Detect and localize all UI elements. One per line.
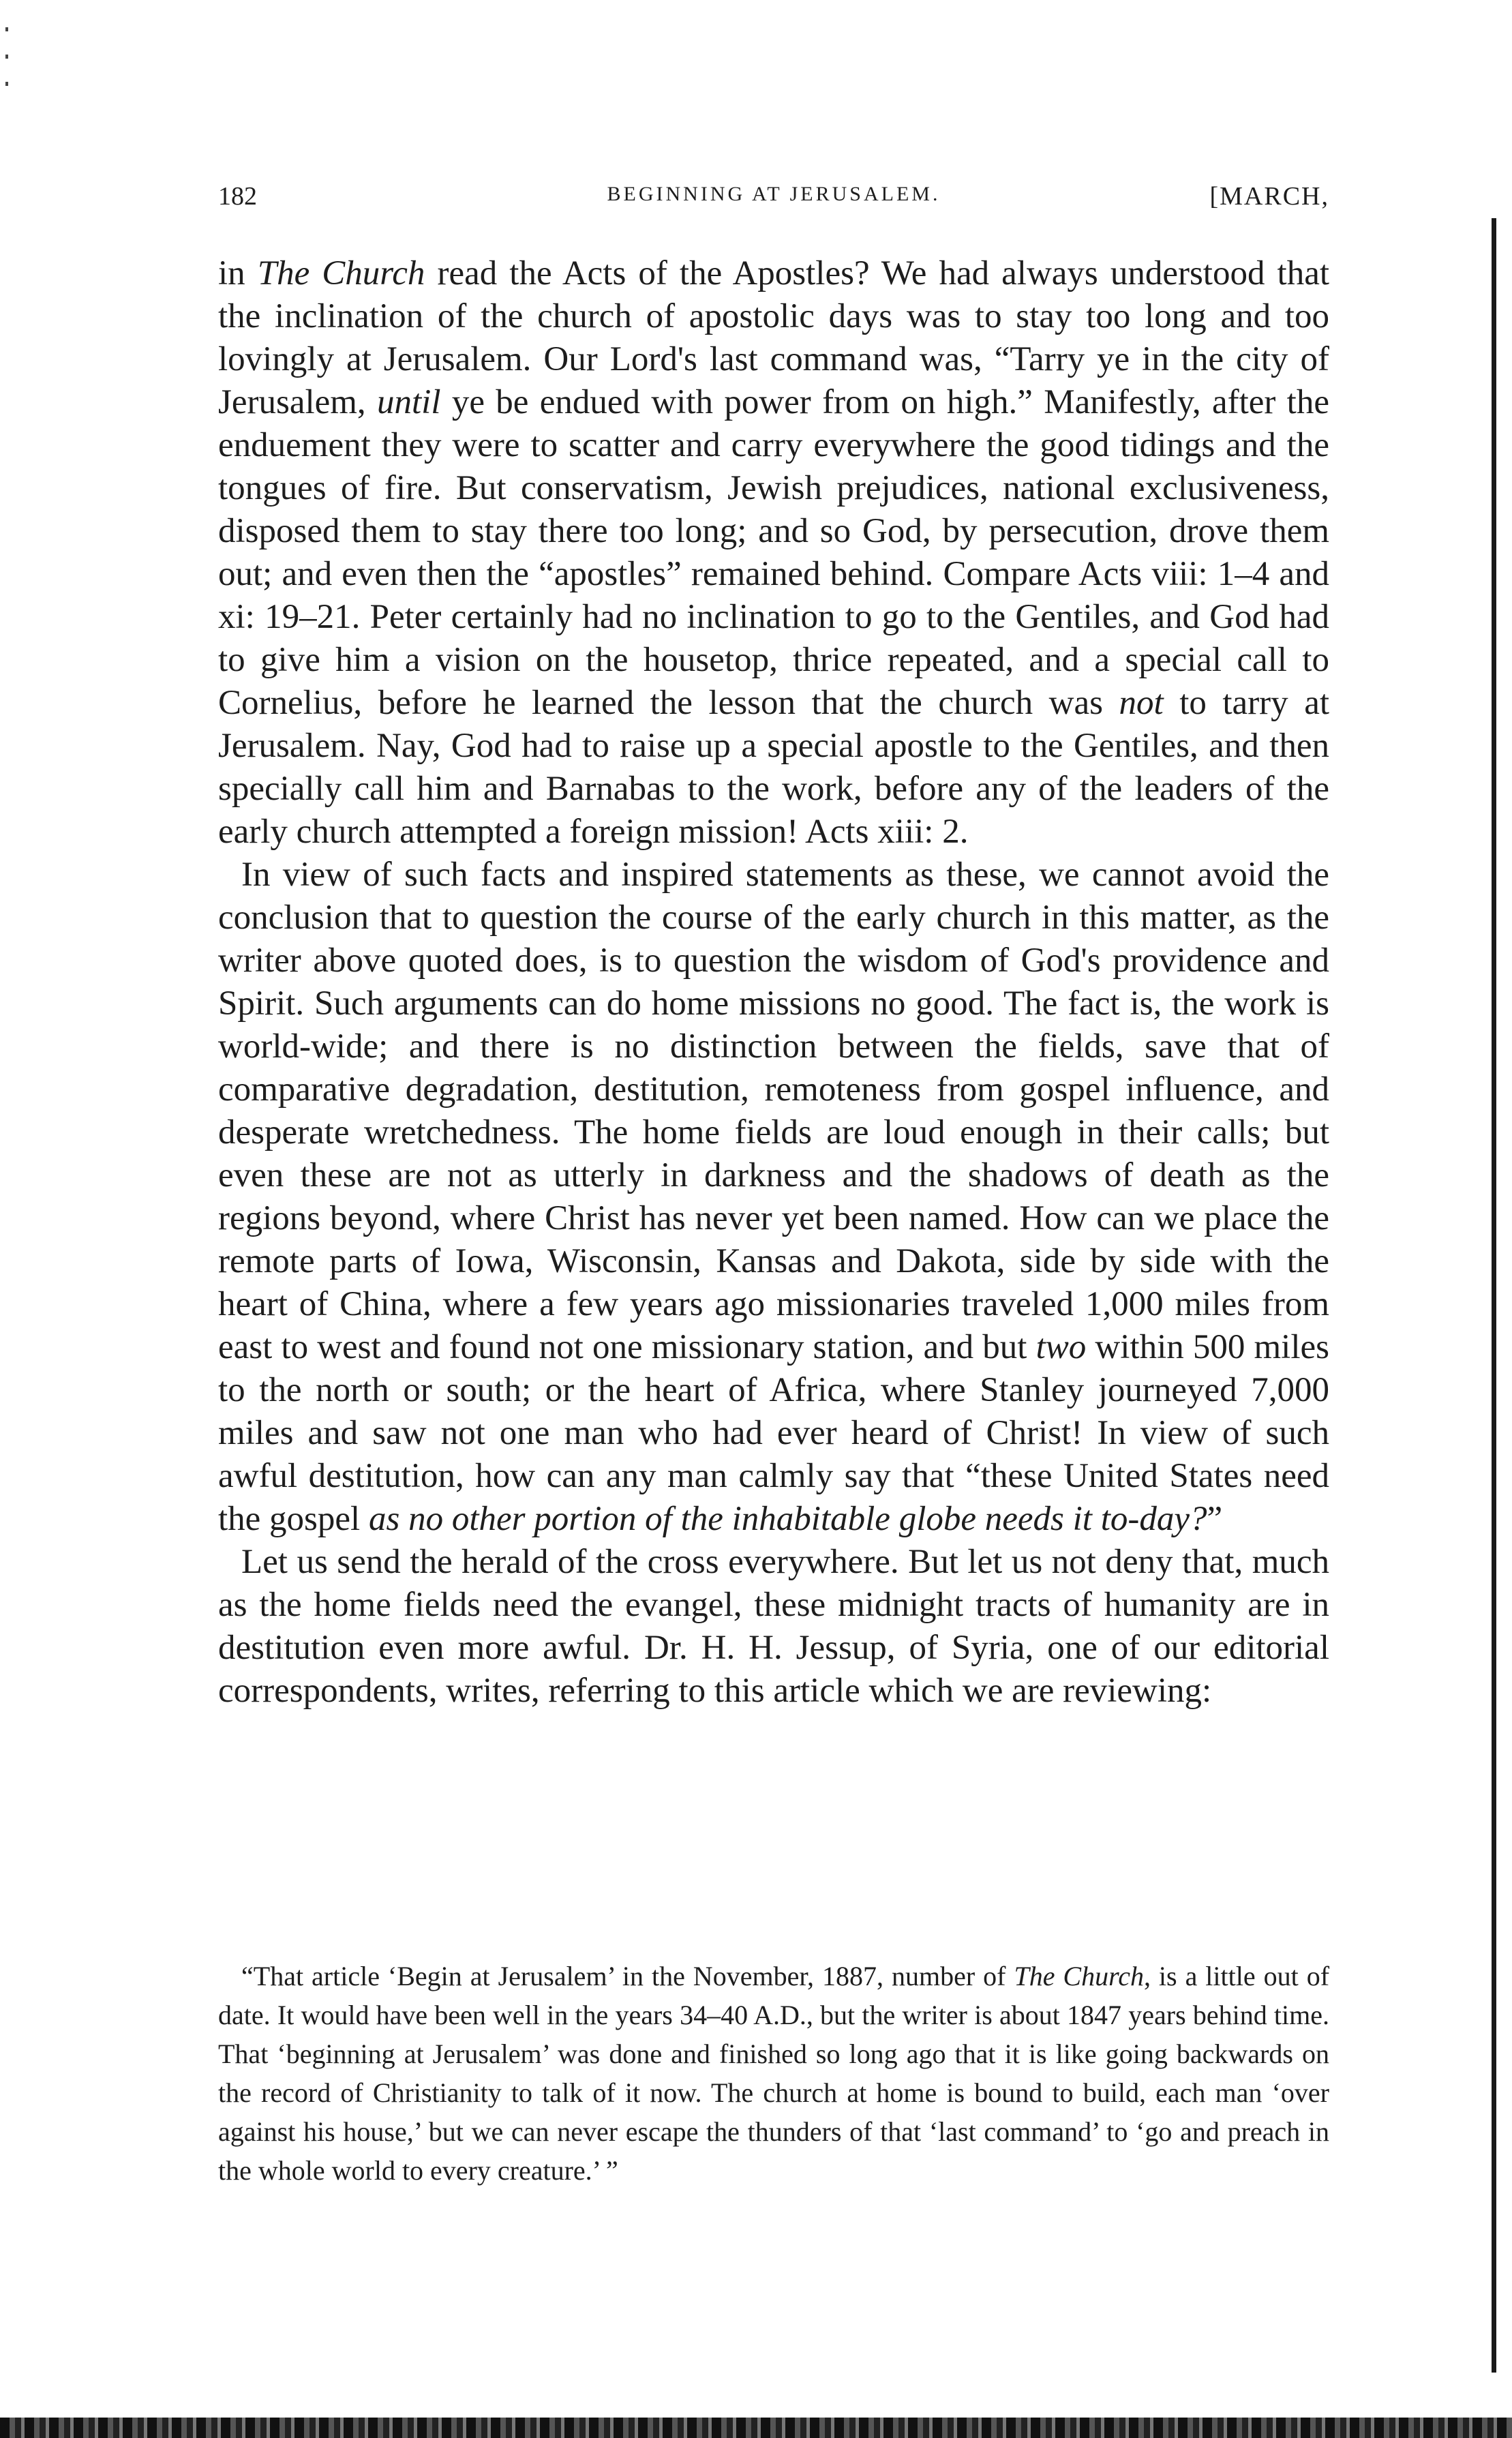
article-body: [218, 252, 1329, 1713]
scan-edge-right: [1492, 218, 1496, 2373]
italic-not: not: [1119, 684, 1164, 722]
italic-quote-phrase: as no other portion of the inhabitable globe needs it to-day?: [368, 1500, 1207, 1538]
italic-two: two: [1035, 1328, 1087, 1366]
scan-edge-marks: [5, 27, 8, 109]
paragraph-2: In view of such facts and inspired statements as these, we cannot avoid the conclusion that to question the course of the early church in this matter, as the writer above quoted does, is to question the wisdom of God's providence and Spirit. Such arguments can do home missions no good. The fact is, the work is world-wide; and there is no distinction between the fields, save that of comparative degradation, destitution, remoteness from gospel influence, and desperate wretchedness. The home fields are loud enough in their calls; but even these are not as utterly in darkness and the shadows of death as the regions beyond, where Christ has never yet been named. How can we place the remote parts of Iowa, Wisconsin, Kansas and Dakota, side by side with the heart of China, where a few years ago missionaries traveled 1,000 miles from east to west and found not one missionary station, and but two within 500 miles to the north or south; or the heart of Africa, where Stanley journeyed 7,000 miles and saw not one man who had ever heard of Christ! In view of such awful destitution, how can any man calmly say that “these United States need the gospel as no other portion of the inhabitable globe needs it to-day?”: [218, 856, 1329, 1538]
running-head: BEGINNING AT JERUSALEM.: [607, 183, 941, 205]
header-month: [MARCH,: [1209, 182, 1329, 211]
block-quote: “That article ‘Begin at Jerusalem’ in the November, 1887, number of The Church, is a little out of date. It would have been well in the years 34–40 A.D., but the writer is about 1847 years behind time. That ‘beginning at Jerusalem’ was done and finished so long ago that it is like going backwards on the record of Christianity to talk of it now. The church at home is bound to build, each man ‘over against his house,’ but we can never escape the thunders of that ‘last command’ to ‘go and preach in the whole world to every creature.’ ”: [218, 1961, 1330, 2186]
paragraph-1: in The Church read the Acts of the Apostles? We had always understood that the inclination of the church of apostolic days was to stay too long and too lovingly at Jerusalem. Our Lord's last command was, “Tarry ye in the city of Jerusalem, until ye be endued with power from on high.” Manifestly, after the enduement they were to scatter and carry everywhere the good tidings and the tongues of fire. But conservatism, Jewish prejudices, national exclusiveness, disposed them to stay there too long; and so God, by persecution, drove them out; and even then the “apostles” remained behind. Compare Acts viii: 1–4 and xi: 19–21. Peter certainly had no inclination to go to the Gentiles, and God had to give him a vision on the housetop, thrice repeated, and a special call to Cornelius, before he learned the lesson that the church was not to tarry at Jerusalem. Nay, God had to raise up a special apostle to the Gentiles, and then specially call him and Barnabas to the work, before any of the leaders of the early church attempted a foreign mission! Acts xiii: 2.: [218, 254, 1330, 851]
scan-edge-bottom: [0, 2418, 1512, 2438]
italic-until: until: [377, 383, 441, 421]
italic-title: The Church: [1014, 1961, 1144, 1991]
italic-title: The Church: [257, 254, 425, 292]
page-header: [218, 181, 1329, 222]
page-number: 182: [218, 182, 257, 211]
paragraph-3: Let us send the herald of the cross everywhere. But let us not deny that, much as the home fields need the evangel, these midnight tracts of humanity are in destitution even more awful. Dr. H. H. Jessup, of Syria, one of our editorial correspondents, writes, referring to this article which we are reviewing:: [218, 1543, 1329, 1710]
